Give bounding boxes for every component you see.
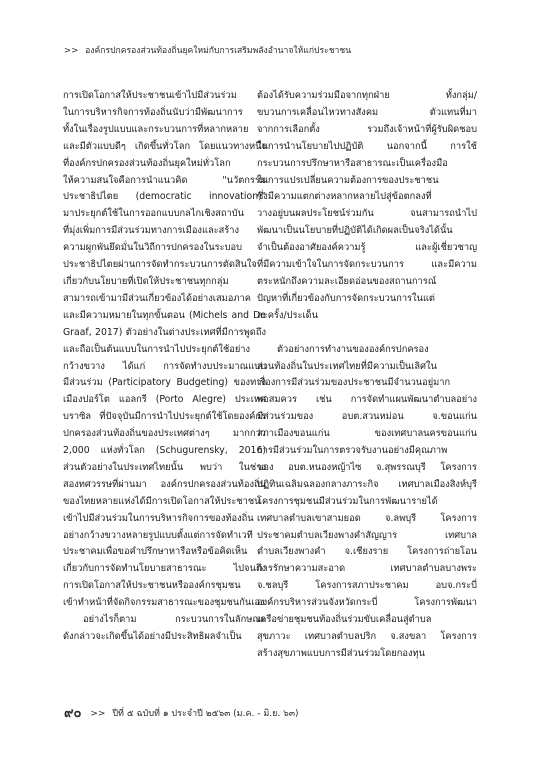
text-line: ปัญหาที่เกี่ยวข้องกับการจัดกระบวนการในแต่ [257,292,435,304]
text-line: สามารถเข้ามามีส่วนเกี่ยวข้องได้อย่างเสมอภาค [63,292,251,304]
text-line: สุขภาวะ เทศบาลตำบลปริก จ.สงขลา โครงการ [257,631,477,642]
text-line: ในการบริหารกิจการท้องถิ่นนับว่ามีพัฒนาการ [63,106,243,118]
text-line: ในการแปรเปลี่ยนความต้องการของประชาชน [257,174,439,186]
issue-info: ปีที่ ๕ ฉบับที่ ๑ ประจำปี ๒๕๖๓ (ม.ค. - มิ.ย. ๖๓) [112,709,299,719]
text-line: ตำบลเวียงพางคำ จ.เชียงราย โครงการถ่ายโอน [257,546,477,558]
text-line: การเปิดโอกาสให้ประชาชนเข้าไปมีส่วนร่วม [63,90,237,101]
text-line: เกี่ยวกับนโยบายที่เปิดให้ประชาชนทุกกลุ่ม [63,275,229,287]
text-line: การรักษาความสะอาด เทศบาลตำบลบางพระ [257,563,477,575]
text-line: ส่วนตัวอย่างในประเทศไทยนั้น พบว่า ในช่วง [63,461,266,473]
text-line: ในการนำนโยบายไปปฏิบัติ นอกจากนี้ การใช้ [257,140,477,152]
text-line: โครงการชุมชนมีส่วนร่วมในการพัฒนารายได้ [257,495,438,507]
right-column [257,88,477,663]
text-line: ปกครองส่วนท้องถิ่นของประเทศต่างๆ มากกว่า [63,428,266,440]
text-line: มีส่วนร่วม (Participatory Budgeting) ของทาง [63,377,266,389]
text-line: สร้างสุขภาพแบบการมีส่วนร่วมโดยกองทุน [257,647,426,659]
text-line: สภาเมืองขอนแก่น ของเทศบาลนครขอนแก่น [257,428,477,440]
text-line: เข้าไปมีส่วนร่วมในการบริหารกิจการของท้องถิ่น [63,512,254,524]
text-line: และถือเป็นต้นแบบในการนำไปประยุกต์ใช้อย่าง [63,343,251,355]
text-line: ความผูกพันยึดมั่นในวิถีการปกครองในระบอบ [63,242,243,254]
text-line: เทศบาลตำบลเขาสามยอด จ.ลพบุรี โครงการ [257,512,477,524]
text-line: ประชาคมตำบลเวียงพางคำสัญญาร เทศบาล [257,529,477,541]
text-line: และมีตัวแบบดีๆ เกิดขึ้นทั่วโลก โดยแนวทางหนึ่ง [63,140,266,152]
text-line: องค์กรบริหารส่วนจังหวัดกระบี่ โครงการพัฒนา [257,597,477,609]
header-title: องค์กรปกครองส่วนท้องถิ่นยุคใหม่กับการเสริมพลังอำนาจให้แก่ประชาชน [85,46,352,56]
text-line: จ.ชลบุรี โครงการสภาประชาคม อบจ.กระบี่ [257,580,477,592]
text-line: อย่างไรก็ตาม กระบวนการในลักษณะ [83,614,266,626]
text-line: ส่วนท้องถิ่นในประเทศไทยที่มีความเป็นเลิศใน [257,360,437,372]
text-line: ปฏิทินเฉลิมฉลองกลางภาระกิจ เทศบาลเมืองสิงห์บุรี [257,478,477,490]
text-line: บราซิล ที่ปัจจุบันมีการนำไปประยุกต์ใช้โดยองค์กร [63,411,266,423]
text-line: เมืองปอร์โต แอลกรี (Porto Alegre) ประเทศ [63,394,266,406]
text-line: ที่องค์กรปกครองส่วนท้องถิ่นยุคใหม่ทั่วโลก [63,157,231,169]
left-column [63,88,266,646]
text-line: การมีส่วนร่วมในการตรวจรับงานอย่างมีคุณภาพ [257,445,448,457]
text-line: ประชาธิปไตย (democratic innovation)" [63,191,266,203]
text-line: ดังกล่าวจะเกิดขึ้นได้อย่างมีประสิทธิผลจำเป็น [63,631,242,642]
text-line: เครือข่ายชุมชนท้องถิ่นร่วมขับเคลื่อนสู่ตำบล [257,614,432,626]
text-line: ที่มุ่งเพิ่มการมีส่วนร่วมทางการเมืองและสร้าง [63,225,240,237]
text-line: ต้องได้รับความร่วมมือจากทุกฝ่าย ทั้งกลุ่ม/ [257,90,477,101]
text-line: ทั้งในเรื่องรูปแบบและกระบวนการที่หลากหลาย [63,123,249,135]
running-header [64,43,484,57]
text-line: ตระหนักถึงความละเอียดอ่อนของสถานการณ์ [257,275,437,287]
text-line: เข้าทำหน้าที่จัดกิจกรรมสาธารณะของชุมชนกันเอง [63,597,265,609]
text-line: พัฒนาเป็นนโยบายที่ปฏิบัติได้เกิดผลเป็นจริงได้นั้น [257,225,453,237]
text-line: 2,000 แห่งทั่วโลก (Schugurensky, 2016) [63,445,266,457]
text-line: วางอยู่บนผลประโยชน์ร่วมกัน จนสามารถนำไป [257,208,477,220]
text-line: การเปิดโอกาสให้ประชาชนหรือองค์กรชุมชน [63,580,241,592]
header-arrow: >> [64,46,79,56]
text-line: ให้ความสนใจคือการนำแนวคิด "นวัตกรรม [63,174,266,186]
text-line: ของไทยหลายแห่งได้มีการเปิดโอกาสให้ประชาชน [63,495,261,507]
text-line: เกี่ยวกับการจัดทำนโยบายสาธารณะ ไปจนถึง [63,563,266,575]
text-line: มีส่วนร่วมของ อบต.สวนหม่อน จ.ขอนแก่น [257,411,477,423]
text-line: ของ อบต.หนองหญ้าไซ จ.สุพรรณบุรี โครงการ [257,461,477,473]
footer-arrow: >> [90,709,106,719]
text-line: เรื่องการมีส่วนร่วมของประชาชนมีจำนวนอยู่มาก [257,377,451,389]
text-line: กว้างขวาง ได้แก่ การจัดทำงบประมาณแบบ [63,360,266,372]
text-line: ประชาธิปไตยผ่านการจัดทำกระบวนการตัดสินใจ [63,259,257,271]
text-line: จำเป็นต้องอาศัยองค์ความรู้ และผู้เชี่ยวชาญ [257,242,477,254]
text-line: ขบวนการเคลื่อนไหวทางสังคม ตัวแทนที่มา [257,106,477,118]
text-line: Graaf, 2017) ตัวอย่างในต่างประเทศที่มีการพูดถึง [63,326,266,338]
text-line: มาประยุกต์ใช้ในการออกแบบกลไกเชิงสถาบัน [63,208,244,220]
text-line: พอสมควร เช่น การจัดทำแผนพัฒนาตำบลอย่าง [257,394,477,406]
text-line: ที่มีความเข้าใจในการจัดกระบวนการ และมีความ [257,259,477,271]
text-line: อย่างกว้างขวางหลายรูปแบบตั้งแต่การจัดทำเวที [63,529,253,541]
page-footer [64,702,299,723]
text-line: ประชาคมเพื่อขอคำปรึกษาหารือหรือข้อคิดเห็น [63,546,248,558]
text-line: ละครั้ง/ประเด็น [257,309,319,321]
text-line: กระบวนการปรึกษาหารือสาธารณะเป็นเครื่องมือ [257,157,448,169]
text-line [257,325,477,342]
text-line: ตัวอย่างการทำงานขององค์กรปกครอง [277,343,429,355]
text-line: สองทศวรรษที่ผ่านมา องค์กรปกครองส่วนท้องถิ่น [63,478,266,490]
text-line: จากการเลือกตั้ง รวมถึงเจ้าหน้าที่ผู้รับผิดชอบ [257,123,477,135]
text-line: ซึ่งมีความแตกต่างหลากหลายไปสู่ข้อตกลงที่ [257,191,432,203]
page-number: ๙๐ [64,706,82,721]
text-line: และมีความหมายในทุกขั้นตอน (Michels and De [63,309,266,321]
